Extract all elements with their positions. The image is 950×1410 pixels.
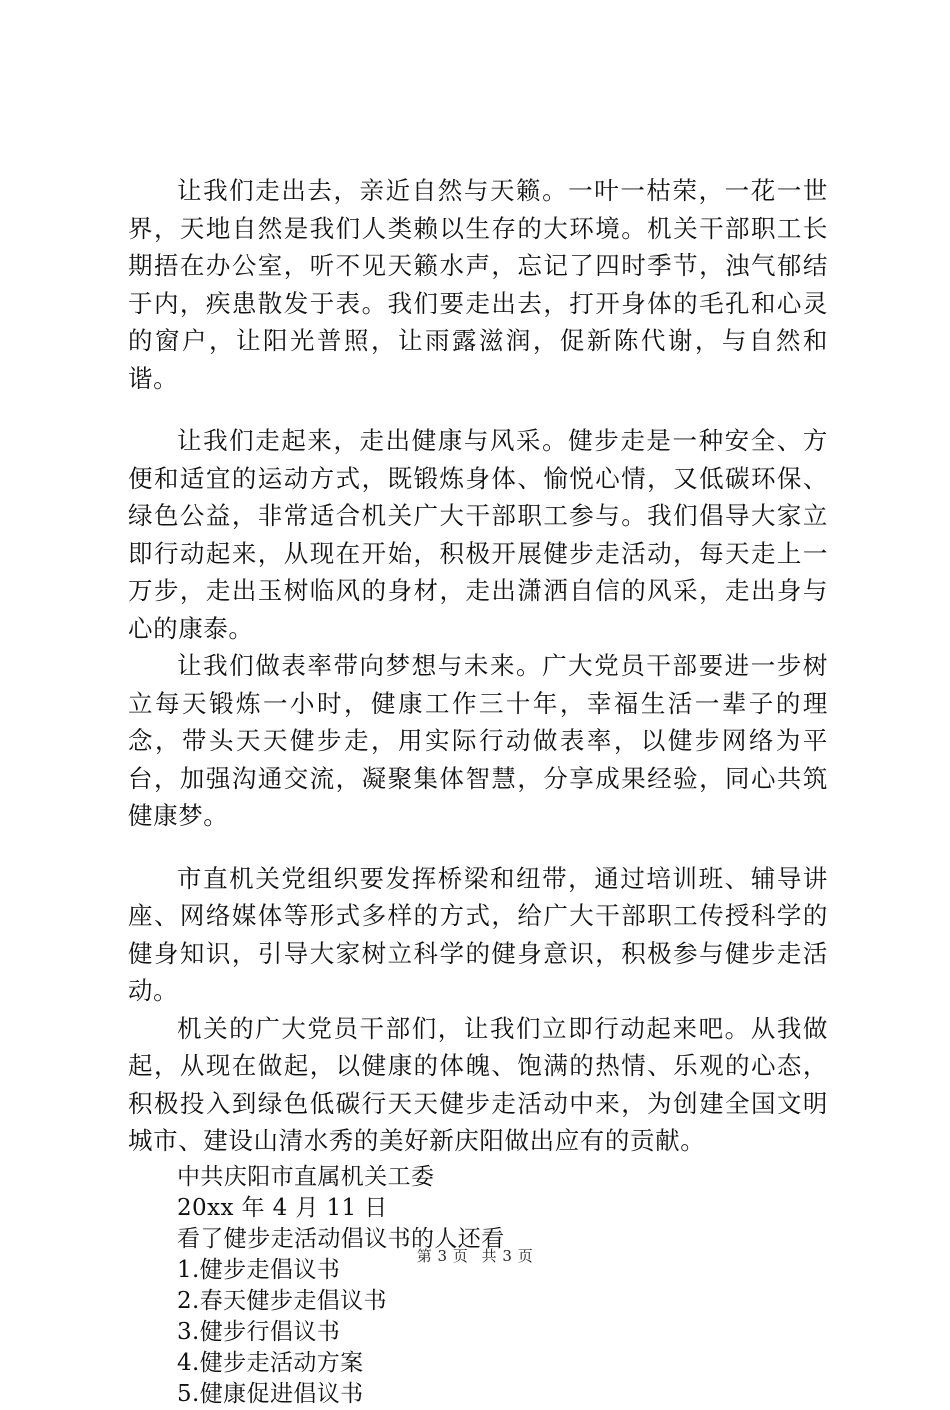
paragraph-role-model: 让我们做表率带向梦想与未来。广大党员干部要进一步树立每天锻炼一小时，健康工作三十年，幸福生活一辈子的理念，带头天天健步走，用实际行动做表率，以健步网络为平台，加强沟通交流，凝聚集体智慧，分享成果经验，同心共筑健康梦。 [128,651,828,830]
signature: 中共庆阳市直属机关工委 [177,1163,435,1190]
page-footer [0,1246,950,1266]
paragraph-gap [128,397,828,422]
related-heading: 看了健步走活动倡议书的人还看 [177,1225,505,1252]
related-link-1[interactable]: 1.健步走倡议书 [177,1256,341,1283]
related-link-3[interactable]: 3.健步行倡议书 [177,1318,341,1345]
related-link-5[interactable]: 5.健康促进倡议书 [177,1380,364,1407]
date: 20xx 年 4 月 11 日 [177,1194,388,1221]
document-body [128,172,828,1410]
paragraph-health: 让我们走起来，走出健康与风采。健步走是一种安全、方便和适宜的运动方式，既锻炼身体、愉悦心情，又低碳环保、绿色公益，非常适合机关广大干部职工参与。我们倡导大家立即行动起来，从现在开始，积极开展健步走活动，每天走上一万步，走出玉树临风的身材，走出潇洒自信的风采，走出身与心的康泰。 [128,426,828,643]
related-link-2[interactable]: 2.春天健步走倡议书 [177,1287,387,1314]
paragraph-party-organization: 市直机关党组织要发挥桥梁和纽带，通过培训班、辅导讲座、网络媒体等形式多样的方式，给广大干部职工传授科学的健身知识，引导大家树立科学的健身意识，积极参与健步走活动。 [128,863,828,1005]
paragraph-call-to-action: 机关的广大党员干部们，让我们立即行动起来吧。从我做起，从现在做起，以健康的体魄、饱满的热情、乐观的心态，积极投入到绿色低碳行天天健步走活动中来，为创建全国文明城市、建设山清水秀的美好新庆阳做出应有的贡献。 [128,1013,828,1155]
related-link-4[interactable]: 4.健步走活动方案 [177,1349,364,1376]
paragraph-gap [128,835,828,860]
paragraph-nature: 让我们走出去，亲近自然与天籁。一叶一枯荣，一花一世界，天地自然是我们人类赖以生存的大环境。机关干部职工长期捂在办公室，听不见天籁水声，忘记了四时季节，浊气郁结于内，疾患散发于表。我们要走出去，打开身体的毛孔和心灵的窗户，让阳光普照，让雨露滋润，促新陈代谢，与自然和谐。 [128,176,828,393]
page-number: 第 3 页 [416,1247,469,1265]
total-pages: 共 3 页 [481,1247,534,1265]
